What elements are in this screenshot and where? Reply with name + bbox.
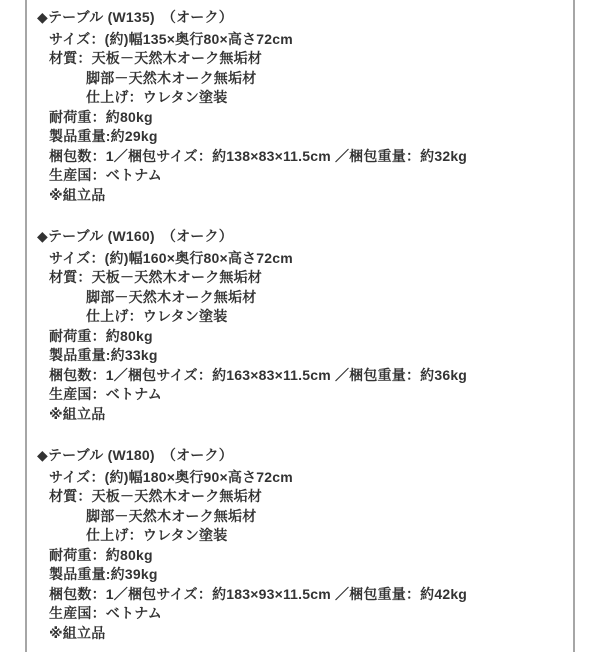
spec-section-w135 [0,8,600,205]
spec-line-finish: 仕上げ：ウレタン塗装 [86,89,228,105]
spec-line-product-weight: 製品重量:約33kg [49,347,158,363]
spec-line-package: 梱包数：1／梱包サイズ：約183×93×11.5cm ／梱包重量：約42kg [49,585,468,602]
spec-line-size: サイズ：(約)幅135×奥行80×高さ72cm [49,30,293,47]
spec-line-load-capacity: 耐荷重：約80kg [49,546,153,563]
spec-section-w180 [0,446,600,643]
spec-line-size: サイズ：(約)幅160×奥行80×高さ72cm [49,249,293,266]
spec-line-product-weight: 製品重量:約39kg [49,566,158,582]
spec-line-load-capacity: 耐荷重：約80kg [49,327,153,344]
spec-line-legs: 脚部－天然木オーク無垢材 [86,69,257,86]
spec-line-finish: 仕上げ：ウレタン塗装 [86,527,228,543]
spec-line-size: サイズ：(約)幅180×奥行90×高さ72cm [49,468,293,485]
spec-section-w160 [0,227,600,424]
spec-line-country: 生産国：ベトナム [49,386,162,402]
section-title: ◆テーブル (W180) （オーク） [37,447,233,463]
section-title: ◆テーブル (W160) （オーク） [37,228,233,244]
spec-line-legs: 脚部－天然木オーク無垢材 [86,507,257,524]
spec-line-assembly-note: ※組立品 [49,186,106,203]
spec-line-package: 梱包数：1／梱包サイズ：約138×83×11.5cm ／梱包重量：約32kg [49,147,468,164]
spec-line-package: 梱包数：1／梱包サイズ：約163×83×11.5cm ／梱包重量：約36kg [49,366,468,383]
spec-line-material: 材質：天板－天然木オーク無垢材 [49,50,262,66]
spec-line-assembly-note: ※組立品 [49,405,106,422]
spec-line-load-capacity: 耐荷重：約80kg [49,108,153,125]
spec-line-assembly-note: ※組立品 [49,624,106,641]
spec-line-country: 生産国：ベトナム [49,605,162,621]
spec-content [0,8,600,652]
spec-line-finish: 仕上げ：ウレタン塗装 [86,308,228,324]
spec-line-product-weight: 製品重量:約29kg [49,128,158,144]
spec-line-material: 材質：天板－天然木オーク無垢材 [49,488,262,504]
spec-line-material: 材質：天板－天然木オーク無垢材 [49,269,262,285]
section-title: ◆テーブル (W135) （オーク） [37,9,233,25]
spec-line-country: 生産国：ベトナム [49,167,162,183]
spec-line-legs: 脚部－天然木オーク無垢材 [86,288,257,305]
